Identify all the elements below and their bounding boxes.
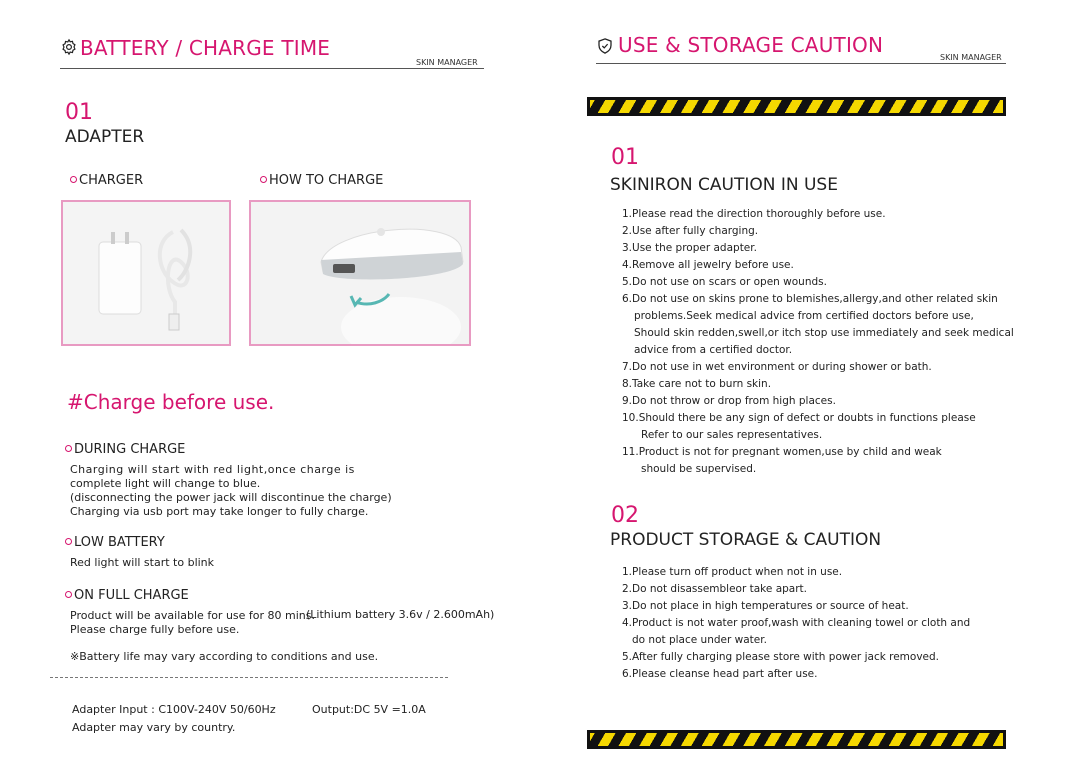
battery-spec: (Lithium battery 3.6v / 2.600mAh) [306,608,495,621]
section-title-2: PRODUCT STORAGE & CAUTION [610,530,882,550]
low-battery-text: Red light will start to blink [70,556,215,569]
adapter-note: Adapter may vary by country. [72,721,236,734]
section-number: 01 [65,100,93,125]
during-charge-heading: DURING CHARGE [65,442,185,457]
title-underline [60,68,484,69]
list-item: 7.Do not use in wet environment or during shower or bath. [622,361,932,373]
list-item: 2.Do not disassembleor take apart. [622,583,807,595]
list-item: Refer to our sales representatives. [641,429,823,441]
list-item: Should skin redden,swell,or itch stop use immediately and seek medical [634,327,1014,339]
list-item: 4.Remove all jewelry before use. [622,259,794,271]
section-number-1: 01 [611,145,639,170]
brand-label-right: SKIN MANAGER [940,53,1002,62]
how-to-charge-photo [249,200,471,346]
gear-icon [60,38,78,56]
page-title-right: USE & STORAGE CAUTION [618,33,884,57]
section-number-2: 02 [611,503,639,528]
list-item: problems.Seek medical advice from certified doctors before use, [634,310,974,322]
caution-list [622,206,1014,478]
list-item: 4.Product is not water proof,wash with cleaning towel or cloth and [622,617,971,629]
section-title-1: SKINIRON CAUTION IN USE [610,175,838,195]
low-battery-heading: LOW BATTERY [65,535,165,550]
list-item: 1.Please read the direction thoroughly before use. [622,208,886,220]
section-title: ADAPTER [65,127,145,147]
hazard-stripe-top [587,97,1006,116]
list-item: advice from a certified doctor. [634,344,793,356]
list-item: should be supervised. [641,463,757,475]
adapter-input: Adapter Input : C100V-240V 50/60Hz [72,703,276,716]
full-charge-text: Product will be available for use for 80 mins. [70,609,315,622]
list-item: 6.Please cleanse head part after use. [622,668,818,680]
how-to-charge-label: HOW TO CHARGE [260,173,383,188]
list-item: 9.Do not throw or drop from high places. [622,395,836,407]
full-charge-heading: ON FULL CHARGE [65,588,189,603]
charger-photo [61,200,231,346]
full-charge-text-2: Please charge fully before use. [70,623,240,636]
list-item: 3.Do not place in high temperatures or source of heat. [622,600,909,612]
list-item: 1.Please turn off product when not in use. [622,566,843,578]
battery-note: ※Battery life may vary according to conditions and use. [70,650,379,663]
dashed-divider [50,677,448,678]
list-item: 5.After fully charging please store with power jack removed. [622,651,940,663]
shield-icon [596,37,614,55]
list-item: 10.Should there be any sign of defect or doubts in functions please [622,412,976,424]
list-item: 8.Take care not to burn skin. [622,378,772,390]
charger-label: CHARGER [70,173,143,188]
list-item: 3.Use the proper adapter. [622,242,757,254]
list-item: 6.Do not use on skins prone to blemishes,allergy,and other related skin [622,293,998,305]
list-item: do not place under water. [632,634,767,646]
title-underline-right [596,63,1006,64]
list-item: 2.Use after fully charging. [622,225,759,237]
charge-before-use-heading: #Charge before use. [67,390,275,414]
storage-list [622,564,970,683]
during-charge-text: Charging will start with red light,once charge is complete light will change to blue. (disconnecting the power jack will discontinue the charge) Charging via usb port may take longer to fully charge. [70,463,392,518]
brand-label: SKIN MANAGER [416,58,478,67]
list-item: 11.Product is not for pregnant women,use by child and weak [622,446,942,458]
adapter-output: Output:DC 5V =1.0A [312,703,426,716]
hazard-stripe-bottom [587,730,1006,749]
page-title: BATTERY / CHARGE TIME [80,36,331,60]
list-item: 5.Do not use on scars or open wounds. [622,276,827,288]
